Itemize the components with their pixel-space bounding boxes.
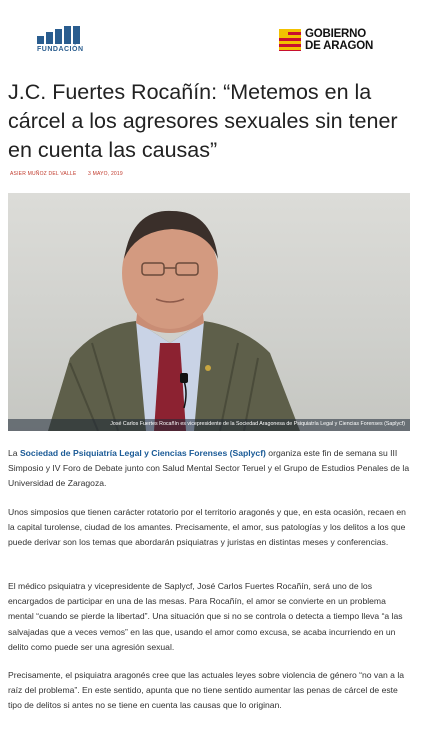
paragraph-2: Unos simposios que tienen carácter rotatorio por el territorio aragonés y que, en esta ocasión, recaen en la capital turolense, ciudad de los amantes. Precisamente, el amor, sus patologías y los delitos a los que puede derivar son los temas que abordarán psiquiatras y juristas en distintas meses y conferencias. [8,507,406,548]
article-photo [8,193,410,431]
fundacion-logo[interactable] [37,26,84,56]
bars-logo-icon [37,26,81,44]
paragraph-4: Precisamente, el psiquiatra aragonés cree que las actuales leyes sobre violencia de género “no van a la raíz del problema”. En este sentido, apunta que no tiene sentido aumentar las penas de cárcel de este tipo de delitos si antes no se tiene en cuenta las causas que lo originan. [8,670,405,711]
article-meta [10,171,123,177]
aragon-logo-line2: DE ARAGON [305,40,374,52]
gobierno-aragon-logo[interactable] [279,28,389,54]
fundacion-logo-label: FUNDACIÓN [37,46,84,53]
article-date: 3 MAYO, 2019 [88,171,123,177]
paragraph-3: El médico psiquiatra y vicepresidente de Saplycf, José Carlos Fuertes Rocañín, será uno de los encargados de participar en una de las mesas. Para Rocañín, el amor se convierte en un problema mental “cuando se pierde la libertad”. Una situación que si no se controla o detecta a tiempo lleva “a las salvajadas que a veces vemos” en las que, usando el amor como excusa, se acaba incurriendo en un delito como puede ser una agresión sexual. [8,581,403,652]
portrait-illustration [8,193,410,431]
author-link[interactable]: ASIER MUÑOZ DEL VALLE [10,171,77,177]
aragon-logo-line1: GOBIERNO [305,28,367,40]
saplycf-link[interactable]: Sociedad de Psiquiatría Legal y Ciencias Forenses (Saplycf) [19,448,266,458]
article-title: J.C. Fuertes Rocañín: “Metemos en la cárcel a los agresores sexuales sin tener en cuenta las causas” [8,80,398,162]
paragraph-1 [8,446,412,492]
aragon-flag-icon [279,29,301,51]
p1-text-before: La [8,448,20,458]
photo-caption-bar [8,419,410,431]
photo-caption: José Carlos Fuertes Rocañín es vicepresidente de la Sociedad Aragonesa de Psiquiatría Legal y Ciencias Forenses (Saplycf) [110,421,405,427]
site-header [0,0,422,70]
p1-text-after: organiza este fin de semana su III Simposio y IV Foro de Debate junto con Salud Mental Sector Teruel y el Grupo de Estudios Penales de la Universidad de Zaragoza. [8,448,410,489]
